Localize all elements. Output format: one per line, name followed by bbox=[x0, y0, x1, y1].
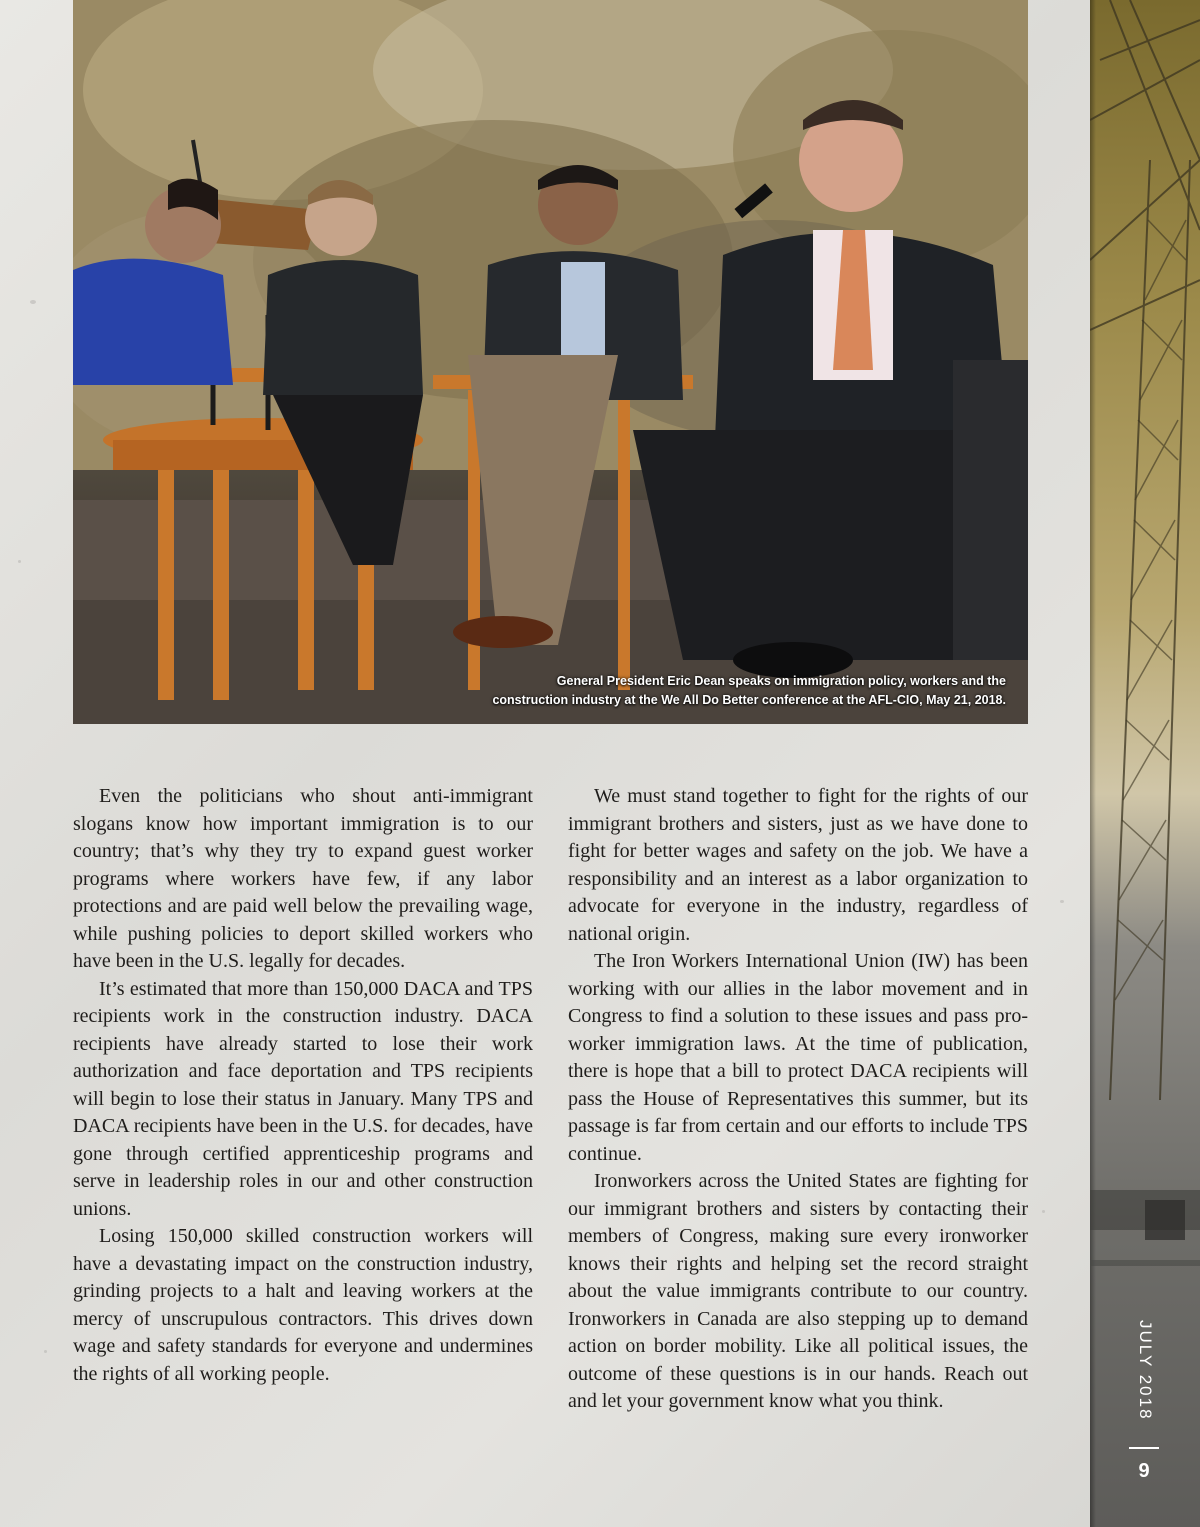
article-paragraph: The Iron Workers International Union (IW) has been working with our allies in the labor movement and in Congress to find a solution to these issues and pass pro-worker immigration laws. At the time of publication, there is hope that a bill to protect DACA recipients will pass the House of Representatives this summer, but its passage is far from certain and our efforts to include TPS continue. bbox=[568, 950, 1028, 1165]
paper-speck bbox=[1042, 1210, 1045, 1213]
article-photo bbox=[73, 0, 1028, 724]
paper-speck bbox=[44, 1350, 47, 1353]
issue-date: JULY 2018 bbox=[1136, 1320, 1155, 1421]
caption-line-1: General President Eric Dean speaks on immigration policy, workers and the bbox=[556, 674, 1006, 688]
folio-divider bbox=[1129, 1447, 1159, 1449]
caption-line-2: construction industry at the We All Do Better conference at the AFL-CIO, May 21, 2018. bbox=[492, 693, 1006, 707]
page-number: 9 bbox=[1138, 1460, 1150, 1482]
article-column-left bbox=[73, 783, 533, 1388]
article-column-right bbox=[568, 783, 1028, 1416]
article-paragraph: We must stand together to fight for the rights of our immigrant brothers and sisters, just as we have done to fight for better wages and safety on the job. We have a responsibility and an interest as a labor organization to advocate for everyone in the industry, regardless of national origin. bbox=[568, 785, 1028, 945]
photo-illustration bbox=[73, 0, 1028, 724]
article-paragraph: Even the politicians who shout anti-immigrant slogans know how important immigration is to our country; that’s why they try to expand guest worker programs where workers have few, if any labor protections and are paid well below the prevailing wage, while pushing policies to deport skilled workers who have been in the U.S. legally for decades. bbox=[73, 785, 533, 972]
article-paragraph: Losing 150,000 skilled construction workers will have a devastating impact on the construction industry, grinding projects to a halt and leaving workers at the mercy of unscrupulous contractors. This drives down wage and safety standards for everyone and undermines the rights of all working people. bbox=[73, 1225, 533, 1385]
article-paragraph: It’s estimated that more than 150,000 DACA and TPS recipients work in the construction industry. DACA recipients have already started to lose their work authorization and face deportation and TPS recipients will begin to lose their status in January. Many TPS and DACA recipients have been in the U.S. for decades, have gone through certified apprenticeship programs and serve in leadership roles in our and other construction unions. bbox=[73, 977, 533, 1220]
article-paragraph: Ironworkers across the United States are fighting for our immigrant brothers and sisters by contacting their members of Congress, making sure every ironworker knows their rights and helping set the record straight about the value immigrants contribute to our country. Ironworkers in Canada are also stepping up to demand action on border mobility. Like all political issues, the outcome of these questions is in our hands. Reach out and let your government know what you think. bbox=[568, 1170, 1028, 1412]
sidebar-image bbox=[1090, 0, 1200, 1527]
paper-speck bbox=[1060, 900, 1064, 903]
paper-speck bbox=[30, 300, 36, 304]
paper-speck bbox=[18, 560, 21, 563]
photo-caption bbox=[366, 672, 1006, 710]
crane-illustration bbox=[1090, 0, 1200, 1527]
